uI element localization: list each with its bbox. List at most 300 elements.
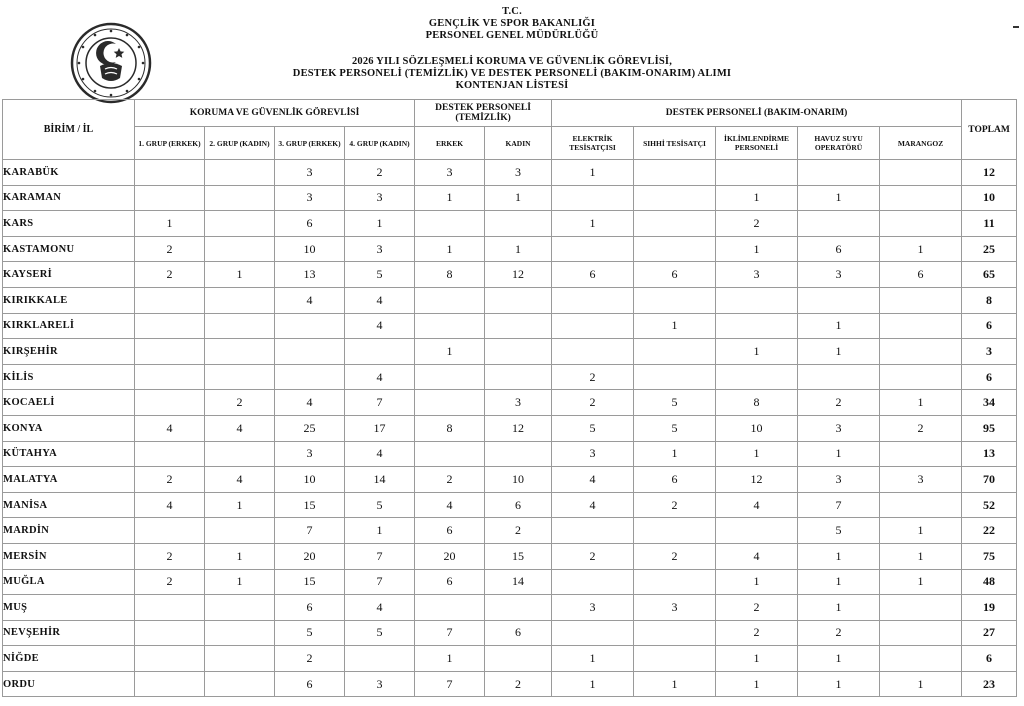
table-row — [3, 646, 1017, 672]
total-cell: 12 — [962, 160, 1017, 186]
table-row — [3, 160, 1017, 186]
total-cell: 23 — [962, 671, 1017, 697]
value-cell: 2 — [552, 390, 634, 416]
header-grup-2: 2. GRUP (KADIN) — [205, 127, 275, 160]
value-cell — [135, 620, 205, 646]
value-cell: 1 — [716, 646, 798, 672]
table-row — [3, 287, 1017, 313]
total-cell: 25 — [962, 236, 1017, 262]
value-cell — [798, 211, 880, 237]
total-cell: 34 — [962, 390, 1017, 416]
value-cell: 2 — [552, 543, 634, 569]
city-cell: MUŞ — [3, 595, 135, 621]
value-cell: 2 — [716, 211, 798, 237]
value-cell: 2 — [552, 364, 634, 390]
value-cell: 3 — [275, 441, 345, 467]
value-cell: 14 — [485, 569, 552, 595]
value-cell — [880, 364, 962, 390]
total-cell: 27 — [962, 620, 1017, 646]
value-cell: 1 — [798, 339, 880, 365]
table-row — [3, 185, 1017, 211]
value-cell — [205, 595, 275, 621]
table-row — [3, 236, 1017, 262]
value-cell: 2 — [716, 595, 798, 621]
total-cell: 3 — [962, 339, 1017, 365]
title-list: KONTENJAN LİSTESİ — [455, 80, 569, 91]
total-cell: 19 — [962, 595, 1017, 621]
value-cell — [880, 620, 962, 646]
table-row — [3, 415, 1017, 441]
value-cell: 25 — [275, 415, 345, 441]
value-cell: 1 — [880, 390, 962, 416]
value-cell — [634, 620, 716, 646]
total-cell: 48 — [962, 569, 1017, 595]
header-grup-4: 4. GRUP (KADIN) — [345, 127, 415, 160]
value-cell: 7 — [415, 671, 485, 697]
value-cell — [205, 185, 275, 211]
city-cell: MARDİN — [3, 518, 135, 544]
value-cell: 2 — [485, 518, 552, 544]
value-cell: 1 — [798, 543, 880, 569]
value-cell: 6 — [275, 211, 345, 237]
value-cell: 4 — [345, 441, 415, 467]
value-cell: 2 — [798, 390, 880, 416]
value-cell — [634, 185, 716, 211]
value-cell — [716, 287, 798, 313]
total-cell: 70 — [962, 467, 1017, 493]
value-cell: 3 — [798, 415, 880, 441]
table-row — [3, 339, 1017, 365]
value-cell — [485, 646, 552, 672]
value-cell: 1 — [634, 671, 716, 697]
value-cell: 1 — [798, 595, 880, 621]
value-cell — [716, 518, 798, 544]
table-row — [3, 364, 1017, 390]
value-cell — [485, 313, 552, 339]
city-cell: KARAMAN — [3, 185, 135, 211]
value-cell — [205, 313, 275, 339]
table-row — [3, 390, 1017, 416]
value-cell — [880, 160, 962, 186]
value-cell: 2 — [415, 467, 485, 493]
value-cell: 5 — [798, 518, 880, 544]
value-cell: 6 — [880, 262, 962, 288]
value-cell: 2 — [634, 543, 716, 569]
value-cell — [552, 339, 634, 365]
value-cell: 3 — [485, 390, 552, 416]
city-cell: KOCAELİ — [3, 390, 135, 416]
value-cell: 6 — [275, 671, 345, 697]
value-cell: 6 — [485, 620, 552, 646]
value-cell: 3 — [415, 160, 485, 186]
value-cell — [415, 211, 485, 237]
value-cell: 2 — [275, 646, 345, 672]
value-cell: 6 — [275, 595, 345, 621]
document-titles — [200, 6, 824, 92]
value-cell: 10 — [275, 236, 345, 262]
value-cell — [415, 313, 485, 339]
table-row — [3, 211, 1017, 237]
value-cell: 10 — [275, 467, 345, 493]
value-cell — [798, 287, 880, 313]
value-cell: 4 — [275, 390, 345, 416]
value-cell — [485, 595, 552, 621]
city-cell: KİLİS — [3, 364, 135, 390]
value-cell: 17 — [345, 415, 415, 441]
value-cell: 1 — [880, 671, 962, 697]
value-cell — [135, 646, 205, 672]
value-cell: 3 — [275, 185, 345, 211]
city-cell: KONYA — [3, 415, 135, 441]
value-cell — [485, 339, 552, 365]
table-row — [3, 569, 1017, 595]
value-cell: 5 — [345, 620, 415, 646]
value-cell: 15 — [485, 543, 552, 569]
value-cell — [135, 287, 205, 313]
value-cell — [880, 595, 962, 621]
value-cell — [880, 339, 962, 365]
table-row — [3, 518, 1017, 544]
value-cell — [205, 518, 275, 544]
scan-edge-mark — [1013, 26, 1019, 28]
value-cell — [415, 364, 485, 390]
value-cell — [485, 364, 552, 390]
value-cell — [135, 390, 205, 416]
title-ministry: GENÇLİK VE SPOR BAKANLIĞI — [428, 18, 596, 29]
header-temizlik: DESTEK PERSONELİ (TEMİZLİK) — [415, 100, 552, 127]
title-announcement-1: 2026 YILI SÖZLEŞMELİ KORUMA VE GÜVENLİK GÖREVLİSİ, — [351, 56, 673, 67]
header-grup-1: 1. GRUP (ERKEK) — [135, 127, 205, 160]
value-cell: 1 — [880, 518, 962, 544]
city-cell: KIRKLARELİ — [3, 313, 135, 339]
value-cell — [205, 620, 275, 646]
value-cell: 2 — [135, 262, 205, 288]
value-cell: 1 — [205, 492, 275, 518]
value-cell — [345, 646, 415, 672]
city-cell: NEVŞEHİR — [3, 620, 135, 646]
total-cell: 13 — [962, 441, 1017, 467]
value-cell: 1 — [716, 185, 798, 211]
value-cell: 4 — [345, 595, 415, 621]
value-cell: 1 — [415, 646, 485, 672]
value-cell: 2 — [485, 671, 552, 697]
value-cell — [552, 287, 634, 313]
value-cell: 3 — [275, 160, 345, 186]
value-cell: 2 — [798, 620, 880, 646]
value-cell: 5 — [634, 390, 716, 416]
value-cell: 4 — [345, 364, 415, 390]
value-cell: 10 — [485, 467, 552, 493]
value-cell: 6 — [634, 467, 716, 493]
value-cell: 12 — [485, 262, 552, 288]
value-cell — [634, 287, 716, 313]
value-cell — [135, 364, 205, 390]
value-cell: 1 — [415, 236, 485, 262]
value-cell — [205, 339, 275, 365]
total-cell: 22 — [962, 518, 1017, 544]
value-cell — [634, 646, 716, 672]
value-cell: 5 — [552, 415, 634, 441]
value-cell: 2 — [634, 492, 716, 518]
value-cell — [205, 160, 275, 186]
value-cell — [485, 287, 552, 313]
value-cell: 5 — [634, 415, 716, 441]
value-cell: 5 — [345, 492, 415, 518]
value-cell: 1 — [205, 569, 275, 595]
value-cell: 2 — [345, 160, 415, 186]
value-cell: 2 — [135, 236, 205, 262]
total-cell: 65 — [962, 262, 1017, 288]
value-cell: 8 — [716, 390, 798, 416]
value-cell: 6 — [634, 262, 716, 288]
value-cell — [634, 236, 716, 262]
value-cell — [634, 211, 716, 237]
city-cell: MERSİN — [3, 543, 135, 569]
value-cell: 1 — [798, 185, 880, 211]
value-cell: 3 — [798, 467, 880, 493]
value-cell — [634, 569, 716, 595]
value-cell: 7 — [345, 569, 415, 595]
table-row — [3, 595, 1017, 621]
value-cell — [205, 211, 275, 237]
value-cell: 4 — [205, 467, 275, 493]
value-cell — [716, 313, 798, 339]
total-cell: 95 — [962, 415, 1017, 441]
value-cell: 1 — [880, 569, 962, 595]
value-cell: 1 — [345, 518, 415, 544]
value-cell — [880, 441, 962, 467]
table-row — [3, 467, 1017, 493]
value-cell: 7 — [275, 518, 345, 544]
value-cell: 1 — [415, 339, 485, 365]
value-cell — [485, 211, 552, 237]
value-cell: 15 — [275, 492, 345, 518]
value-cell: 1 — [798, 313, 880, 339]
value-cell: 4 — [205, 415, 275, 441]
value-cell: 2 — [205, 390, 275, 416]
value-cell: 6 — [415, 569, 485, 595]
value-cell: 1 — [634, 313, 716, 339]
value-cell: 4 — [552, 467, 634, 493]
value-cell: 4 — [135, 415, 205, 441]
value-cell: 1 — [716, 339, 798, 365]
header-birim: BİRİM / İL — [3, 100, 135, 160]
city-cell: KAYSERİ — [3, 262, 135, 288]
value-cell — [415, 595, 485, 621]
value-cell: 20 — [275, 543, 345, 569]
value-cell: 8 — [415, 262, 485, 288]
header-bakim: DESTEK PERSONELİ (BAKIM-ONARIM) — [552, 100, 962, 127]
value-cell — [880, 185, 962, 211]
value-cell: 3 — [798, 262, 880, 288]
value-cell: 1 — [716, 441, 798, 467]
quota-table-body — [3, 160, 1017, 697]
value-cell: 12 — [485, 415, 552, 441]
value-cell — [716, 160, 798, 186]
value-cell: 5 — [275, 620, 345, 646]
city-cell: MALATYA — [3, 467, 135, 493]
table-row — [3, 671, 1017, 697]
value-cell — [552, 313, 634, 339]
value-cell: 2 — [716, 620, 798, 646]
value-cell: 4 — [345, 287, 415, 313]
value-cell: 1 — [798, 569, 880, 595]
value-cell — [345, 339, 415, 365]
value-cell — [880, 646, 962, 672]
header-havuz: HAVUZ SUYU OPERATÖRÜ — [798, 127, 880, 160]
value-cell: 1 — [880, 543, 962, 569]
city-cell: NİĞDE — [3, 646, 135, 672]
value-cell: 4 — [415, 492, 485, 518]
value-cell — [135, 441, 205, 467]
value-cell — [205, 364, 275, 390]
value-cell: 14 — [345, 467, 415, 493]
value-cell: 6 — [798, 236, 880, 262]
value-cell: 3 — [345, 236, 415, 262]
value-cell: 2 — [135, 467, 205, 493]
value-cell: 2 — [135, 543, 205, 569]
value-cell: 13 — [275, 262, 345, 288]
value-cell: 1 — [798, 441, 880, 467]
value-cell: 1 — [552, 671, 634, 697]
value-cell: 1 — [880, 236, 962, 262]
value-cell — [415, 441, 485, 467]
city-cell: MUĞLA — [3, 569, 135, 595]
value-cell — [275, 313, 345, 339]
value-cell: 7 — [345, 390, 415, 416]
value-cell: 20 — [415, 543, 485, 569]
value-cell — [135, 313, 205, 339]
value-cell — [135, 595, 205, 621]
value-cell: 4 — [716, 543, 798, 569]
city-cell: KÜTAHYA — [3, 441, 135, 467]
total-cell: 6 — [962, 646, 1017, 672]
value-cell: 1 — [345, 211, 415, 237]
value-cell — [880, 287, 962, 313]
value-cell — [205, 441, 275, 467]
value-cell: 1 — [552, 160, 634, 186]
value-cell — [798, 160, 880, 186]
value-cell: 4 — [552, 492, 634, 518]
value-cell: 7 — [345, 543, 415, 569]
value-cell — [275, 339, 345, 365]
value-cell: 3 — [716, 262, 798, 288]
header-grup-3: 3. GRUP (ERKEK) — [275, 127, 345, 160]
value-cell: 1 — [485, 185, 552, 211]
value-cell: 1 — [552, 211, 634, 237]
value-cell — [552, 620, 634, 646]
value-cell: 3 — [880, 467, 962, 493]
city-cell: ORDU — [3, 671, 135, 697]
total-cell: 6 — [962, 313, 1017, 339]
value-cell: 3 — [485, 160, 552, 186]
value-cell: 1 — [485, 236, 552, 262]
total-cell: 8 — [962, 287, 1017, 313]
value-cell: 1 — [205, 262, 275, 288]
value-cell: 1 — [135, 211, 205, 237]
value-cell — [880, 211, 962, 237]
city-cell: KARABÜK — [3, 160, 135, 186]
value-cell: 4 — [275, 287, 345, 313]
value-cell — [552, 185, 634, 211]
value-cell — [716, 364, 798, 390]
value-cell: 3 — [552, 441, 634, 467]
header-erkek: ERKEK — [415, 127, 485, 160]
total-cell: 6 — [962, 364, 1017, 390]
value-cell — [798, 364, 880, 390]
value-cell: 7 — [798, 492, 880, 518]
value-cell: 4 — [345, 313, 415, 339]
ministry-seal-icon — [70, 22, 152, 104]
header-marangoz: MARANGOZ — [880, 127, 962, 160]
value-cell — [275, 364, 345, 390]
value-cell — [135, 160, 205, 186]
value-cell — [415, 287, 485, 313]
value-cell — [485, 441, 552, 467]
value-cell — [135, 518, 205, 544]
value-cell: 2 — [880, 415, 962, 441]
table-row — [3, 313, 1017, 339]
value-cell: 2 — [135, 569, 205, 595]
value-cell: 1 — [798, 671, 880, 697]
value-cell: 5 — [345, 262, 415, 288]
value-cell: 7 — [415, 620, 485, 646]
table-row — [3, 441, 1017, 467]
value-cell: 1 — [634, 441, 716, 467]
header-iklimlendirme: İKLİMLENDİRME PERSONELİ — [716, 127, 798, 160]
total-cell: 10 — [962, 185, 1017, 211]
title-tc: T.C. — [502, 6, 522, 17]
value-cell: 4 — [135, 492, 205, 518]
value-cell: 8 — [415, 415, 485, 441]
header-koruma: KORUMA VE GÜVENLİK GÖREVLİSİ — [135, 100, 415, 127]
value-cell — [135, 671, 205, 697]
city-cell: KARS — [3, 211, 135, 237]
value-cell: 3 — [345, 185, 415, 211]
value-cell — [135, 339, 205, 365]
value-cell: 6 — [485, 492, 552, 518]
table-row — [3, 620, 1017, 646]
value-cell: 3 — [345, 671, 415, 697]
value-cell: 6 — [415, 518, 485, 544]
total-cell: 52 — [962, 492, 1017, 518]
value-cell — [552, 569, 634, 595]
value-cell — [415, 390, 485, 416]
table-row — [3, 262, 1017, 288]
value-cell: 1 — [205, 543, 275, 569]
title-announcement-2: DESTEK PERSONELİ (TEMİZLİK) VE DESTEK PERSONELİ (BAKIM-ONARIM) ALIMI — [292, 68, 732, 79]
total-cell: 11 — [962, 211, 1017, 237]
value-cell — [552, 518, 634, 544]
document-header — [0, 6, 1024, 102]
value-cell — [205, 287, 275, 313]
city-cell: KIRŞEHİR — [3, 339, 135, 365]
table-row — [3, 543, 1017, 569]
title-directorate: PERSONEL GENEL MÜDÜRLÜĞÜ — [425, 30, 599, 41]
header-elektrik: ELEKTRİK TESİSATÇISI — [552, 127, 634, 160]
table-row — [3, 492, 1017, 518]
value-cell — [205, 236, 275, 262]
value-cell: 1 — [798, 646, 880, 672]
value-cell — [552, 236, 634, 262]
value-cell: 10 — [716, 415, 798, 441]
value-cell — [205, 646, 275, 672]
value-cell: 1 — [716, 236, 798, 262]
value-cell — [880, 313, 962, 339]
value-cell — [205, 671, 275, 697]
city-cell: KASTAMONU — [3, 236, 135, 262]
total-cell: 75 — [962, 543, 1017, 569]
